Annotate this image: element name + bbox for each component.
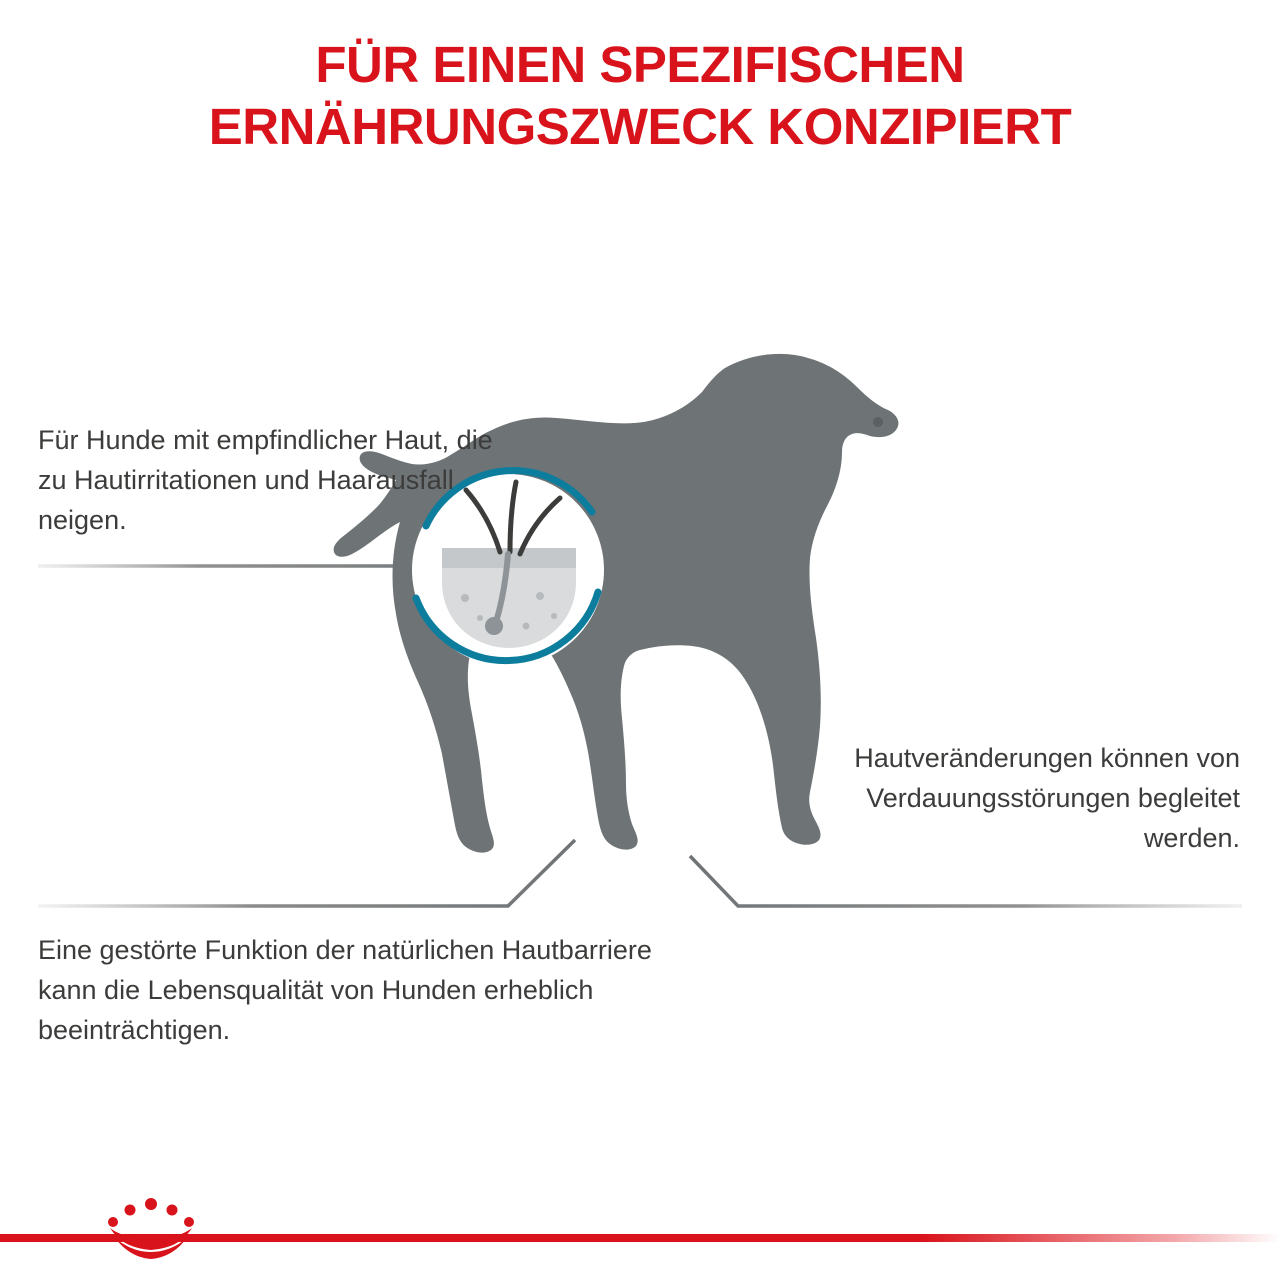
page-title <box>0 34 1280 158</box>
callout-sensitive-skin: Für Hunde mit empfindlicher Haut, die zu Hautirritationen und Haarausfall neigen. <box>38 425 493 535</box>
footer <box>0 1188 1280 1280</box>
headline-line-1: FÜR EINEN SPEZIFISCHEN <box>315 36 965 93</box>
royal-canin-crown-logo-icon <box>96 1198 206 1260</box>
callout-skin-changes: Hautveränderungen können von Verdauungsstörungen begleitet werden. <box>854 743 1240 853</box>
callout-skin-barrier: Eine gestörte Funktion der natürlichen Hautbarriere kann die Lebensqualität von Hunden erheblich beeinträchtigen. <box>38 935 652 1045</box>
headline-line-2: ERNÄHRUNGSZWECK KONZIPIERT <box>208 98 1072 155</box>
